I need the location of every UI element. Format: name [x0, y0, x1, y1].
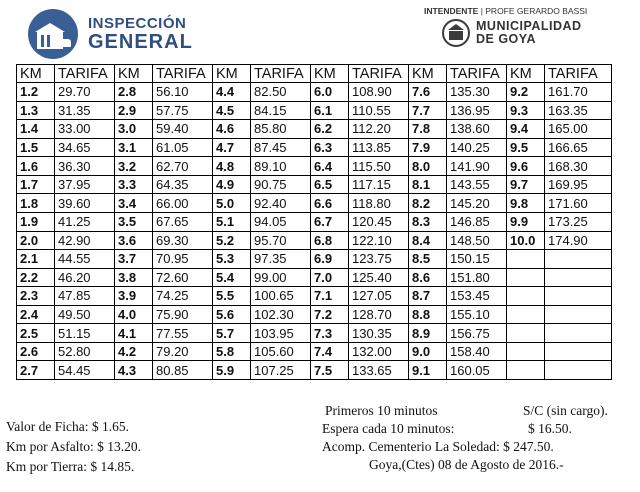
km-cell: 7.1 — [311, 287, 349, 306]
km-cell: 9.5 — [507, 138, 545, 157]
primeros-value: S/C (sin cargo). — [523, 403, 608, 418]
km-cell: 4.2 — [115, 342, 153, 361]
tarifa-cell: 66.00 — [153, 194, 213, 213]
tarifa-cell: 150.15 — [447, 250, 507, 269]
tarifa-cell: 103.95 — [251, 324, 311, 343]
tarifa-cell — [545, 305, 612, 324]
municipalidad-title: MUNICIPALIDAD — [476, 18, 582, 33]
km-cell: 9.6 — [507, 157, 545, 176]
table-row — [17, 175, 612, 194]
intendente-name: PROFE GERARDO BASSI — [485, 6, 588, 16]
km-cell: 1.8 — [17, 194, 55, 213]
km-cell: 2.2 — [17, 268, 55, 287]
acomp-cementerio: Acomp. Cementerio La Soledad: $ 247.50. — [322, 439, 554, 454]
km-cell: 7.0 — [311, 268, 349, 287]
tarifa-header: TARIFA — [447, 65, 507, 83]
tarifa-cell: 155.10 — [447, 305, 507, 324]
table-row — [17, 250, 612, 269]
tarifa-cell: 153.45 — [447, 287, 507, 306]
tarifa-cell: 37.95 — [55, 175, 115, 194]
km-cell: 2.0 — [17, 231, 55, 250]
tarifa-cell: 52.80 — [55, 342, 115, 361]
tarifa-cell: 141.90 — [447, 157, 507, 176]
km-cell: 5.4 — [213, 268, 251, 287]
km-header: KM — [507, 65, 545, 83]
tarifa-cell: 89.10 — [251, 157, 311, 176]
tarifa-cell: 120.45 — [349, 212, 409, 231]
tarifa-cell: 80.85 — [153, 361, 213, 380]
tarifa-cell: 74.25 — [153, 287, 213, 306]
tarifa-cell: 122.10 — [349, 231, 409, 250]
tarifa-cell: 69.30 — [153, 231, 213, 250]
km-cell: 5.3 — [213, 250, 251, 269]
tarifa-cell: 173.25 — [545, 212, 612, 231]
km-cell — [507, 361, 545, 380]
km-cell: 7.2 — [311, 305, 349, 324]
km-cell: 3.9 — [115, 287, 153, 306]
tarifa-cell: 54.45 — [55, 361, 115, 380]
km-cell: 5.2 — [213, 231, 251, 250]
km-cell: 4.4 — [213, 83, 251, 102]
km-cell: 5.9 — [213, 361, 251, 380]
tarifa-cell — [545, 342, 612, 361]
tarifa-cell: 127.05 — [349, 287, 409, 306]
km-cell: 5.0 — [213, 194, 251, 213]
general-title: GENERAL — [88, 31, 193, 53]
table-row — [17, 120, 612, 139]
tarifa-cell: 33.00 — [55, 120, 115, 139]
km-cell: 4.0 — [115, 305, 153, 324]
intendente-label: INTENDENTE — [424, 6, 479, 16]
km-cell: 7.9 — [409, 138, 447, 157]
tarifa-cell — [545, 268, 612, 287]
km-cell: 3.7 — [115, 250, 153, 269]
km-cell — [507, 250, 545, 269]
tarifa-cell: 84.15 — [251, 101, 311, 120]
km-cell: 2.1 — [17, 250, 55, 269]
tarifa-cell: 145.20 — [447, 194, 507, 213]
tarifa-cell: 29.70 — [55, 83, 115, 102]
tarifa-cell: 47.85 — [55, 287, 115, 306]
tarifa-cell: 94.05 — [251, 212, 311, 231]
tarifa-cell: 72.60 — [153, 268, 213, 287]
km-cell: 8.2 — [409, 194, 447, 213]
tarifa-cell: 82.50 — [251, 83, 311, 102]
tarifa-cell: 151.80 — [447, 268, 507, 287]
km-cell: 5.8 — [213, 342, 251, 361]
km-header: KM — [409, 65, 447, 83]
tarifa-cell: 36.30 — [55, 157, 115, 176]
km-cell: 9.0 — [409, 342, 447, 361]
tarifa-cell: 100.65 — [251, 287, 311, 306]
municipalidad-logo — [424, 6, 587, 47]
tarifa-header: TARIFA — [251, 65, 311, 83]
km-cell: 6.7 — [311, 212, 349, 231]
tarifa-header: TARIFA — [349, 65, 409, 83]
km-cell: 7.5 — [311, 361, 349, 380]
tarifa-cell: 156.75 — [447, 324, 507, 343]
km-cell: 9.9 — [507, 212, 545, 231]
tarifa-cell: 90.75 — [251, 175, 311, 194]
tarifa-cell: 132.00 — [349, 342, 409, 361]
km-cell: 6.0 — [311, 83, 349, 102]
tarifa-cell: 174.90 — [545, 231, 612, 250]
km-cell: 1.7 — [17, 175, 55, 194]
km-cell: 2.6 — [17, 342, 55, 361]
tarifa-cell: 77.55 — [153, 324, 213, 343]
tarifa-cell: 143.55 — [447, 175, 507, 194]
km-cell: 8.8 — [409, 305, 447, 324]
km-cell: 9.4 — [507, 120, 545, 139]
inspeccion-title: INSPECCIÓN — [88, 15, 187, 32]
km-cell: 9.2 — [507, 83, 545, 102]
tarifas-table — [16, 64, 612, 380]
km-cell: 4.6 — [213, 120, 251, 139]
km-cell: 4.5 — [213, 101, 251, 120]
km-cell: 4.3 — [115, 361, 153, 380]
tarifa-cell: 125.40 — [349, 268, 409, 287]
km-cell: 3.5 — [115, 212, 153, 231]
table-row — [17, 101, 612, 120]
km-cell: 4.7 — [213, 138, 251, 157]
km-cell: 1.4 — [17, 120, 55, 139]
inspeccion-general-logo — [28, 8, 193, 60]
tarifa-cell: 97.35 — [251, 250, 311, 269]
km-tierra: Km por Tierra: $ 14.85. — [6, 459, 135, 474]
tarifa-cell: 107.25 — [251, 361, 311, 380]
tarifa-cell — [545, 361, 612, 380]
intendente-line: INTENDENTE | PROFE GERARDO BASSI — [424, 6, 588, 16]
km-cell: 3.3 — [115, 175, 153, 194]
table-row — [17, 138, 612, 157]
km-cell: 5.1 — [213, 212, 251, 231]
km-cell: 2.4 — [17, 305, 55, 324]
table-row — [17, 268, 612, 287]
km-cell: 7.6 — [409, 83, 447, 102]
km-cell: 1.9 — [17, 212, 55, 231]
table-row — [17, 324, 612, 343]
tarifa-cell: 112.20 — [349, 120, 409, 139]
tarifa-header: TARIFA — [55, 65, 115, 83]
tarifa-cell — [545, 324, 612, 343]
km-cell: 8.0 — [409, 157, 447, 176]
tarifa-cell: 133.65 — [349, 361, 409, 380]
km-cell: 5.5 — [213, 287, 251, 306]
km-cell: 1.3 — [17, 101, 55, 120]
tarifa-cell: 46.20 — [55, 268, 115, 287]
km-cell: 1.5 — [17, 138, 55, 157]
km-cell: 3.0 — [115, 120, 153, 139]
tarifa-cell — [545, 287, 612, 306]
tarifa-cell: 165.00 — [545, 120, 612, 139]
tarifa-cell: 117.15 — [349, 175, 409, 194]
km-cell — [507, 324, 545, 343]
km-cell: 6.8 — [311, 231, 349, 250]
table-row — [17, 342, 612, 361]
km-cell: 10.0 — [507, 231, 545, 250]
km-cell: 2.7 — [17, 361, 55, 380]
km-cell — [507, 305, 545, 324]
km-cell: 3.2 — [115, 157, 153, 176]
tarifa-cell: 113.85 — [349, 138, 409, 157]
table-row — [17, 305, 612, 324]
espera-label: Espera cada 10 minutos: — [322, 421, 455, 436]
km-cell: 8.6 — [409, 268, 447, 287]
tarifa-cell: 146.85 — [447, 212, 507, 231]
km-cell: 8.4 — [409, 231, 447, 250]
km-header: KM — [213, 65, 251, 83]
km-header: KM — [311, 65, 349, 83]
km-cell: 5.6 — [213, 305, 251, 324]
km-cell: 6.2 — [311, 120, 349, 139]
tarifa-cell: 79.20 — [153, 342, 213, 361]
tarifa-cell: 166.65 — [545, 138, 612, 157]
km-cell: 5.7 — [213, 324, 251, 343]
tarifa-cell — [545, 250, 612, 269]
tarifa-cell: 99.00 — [251, 268, 311, 287]
tarifa-cell: 92.40 — [251, 194, 311, 213]
km-cell: 8.3 — [409, 212, 447, 231]
table-row — [17, 231, 612, 250]
tarifa-cell: 49.50 — [55, 305, 115, 324]
tarifa-cell: 110.55 — [349, 101, 409, 120]
tarifa-cell: 163.35 — [545, 101, 612, 120]
tarifa-cell: 44.55 — [55, 250, 115, 269]
tarifa-cell: 57.75 — [153, 101, 213, 120]
km-cell: 6.9 — [311, 250, 349, 269]
tarifa-cell: 169.95 — [545, 175, 612, 194]
tarifa-header: TARIFA — [153, 65, 213, 83]
tarifa-cell: 70.95 — [153, 250, 213, 269]
tarifa-cell: 136.95 — [447, 101, 507, 120]
tarifa-cell: 128.70 — [349, 305, 409, 324]
tarifa-cell: 51.15 — [55, 324, 115, 343]
km-cell: 4.1 — [115, 324, 153, 343]
km-cell: 2.5 — [17, 324, 55, 343]
km-cell: 3.4 — [115, 194, 153, 213]
km-cell: 7.8 — [409, 120, 447, 139]
tarifa-cell: 118.80 — [349, 194, 409, 213]
tarifa-cell: 59.40 — [153, 120, 213, 139]
tarifa-cell: 102.30 — [251, 305, 311, 324]
primeros-label: Primeros 10 minutos — [325, 403, 438, 418]
km-cell: 8.9 — [409, 324, 447, 343]
espera-value: $ 16.50. — [528, 421, 572, 436]
km-cell: 6.3 — [311, 138, 349, 157]
tarifa-cell: 31.35 — [55, 101, 115, 120]
tarifa-cell: 140.25 — [447, 138, 507, 157]
km-cell: 3.1 — [115, 138, 153, 157]
km-header: KM — [17, 65, 55, 83]
km-cell: 3.8 — [115, 268, 153, 287]
tarifa-cell: 160.05 — [447, 361, 507, 380]
tarifa-cell: 85.80 — [251, 120, 311, 139]
km-cell: 6.1 — [311, 101, 349, 120]
fecha: Goya,(Ctes) 08 de Agosto de 2016.- — [369, 457, 564, 472]
km-cell: 9.7 — [507, 175, 545, 194]
tarifa-cell: 105.60 — [251, 342, 311, 361]
tarifa-cell: 67.65 — [153, 212, 213, 231]
tarifa-cell: 138.60 — [447, 120, 507, 139]
km-cell: 2.9 — [115, 101, 153, 120]
table-row — [17, 194, 612, 213]
km-cell: 4.9 — [213, 175, 251, 194]
tarifa-cell: 39.60 — [55, 194, 115, 213]
tarifa-cell: 171.60 — [545, 194, 612, 213]
table-row — [17, 287, 612, 306]
tarifa-cell: 61.05 — [153, 138, 213, 157]
valor-ficha: Valor de Ficha: $ 1.65. — [6, 419, 129, 434]
tarifa-cell: 64.35 — [153, 175, 213, 194]
table-row — [17, 83, 612, 102]
km-cell: 8.5 — [409, 250, 447, 269]
tarifa-cell: 108.90 — [349, 83, 409, 102]
de-goya-title: DE GOYA — [476, 32, 537, 46]
tarifa-cell: 135.30 — [447, 83, 507, 102]
km-cell: 2.8 — [115, 83, 153, 102]
tarifa-header: TARIFA — [545, 65, 612, 83]
km-cell — [507, 287, 545, 306]
municipal-building-icon — [442, 19, 470, 47]
km-cell: 1.6 — [17, 157, 55, 176]
tarifa-cell: 62.70 — [153, 157, 213, 176]
table-row — [17, 361, 612, 380]
table-header-row — [17, 65, 612, 83]
tarifa-cell: 130.35 — [349, 324, 409, 343]
tarifa-cell: 56.10 — [153, 83, 213, 102]
tarifa-cell: 34.65 — [55, 138, 115, 157]
km-cell: 9.1 — [409, 361, 447, 380]
tarifa-cell: 75.90 — [153, 305, 213, 324]
km-cell: 6.5 — [311, 175, 349, 194]
tarifa-cell: 158.40 — [447, 342, 507, 361]
tarifa-cell: 168.30 — [545, 157, 612, 176]
tarifa-cell: 41.25 — [55, 212, 115, 231]
tarifa-cell: 115.50 — [349, 157, 409, 176]
table-row — [17, 157, 612, 176]
km-cell: 7.4 — [311, 342, 349, 361]
tarifa-cell: 95.70 — [251, 231, 311, 250]
tarifa-cell: 148.50 — [447, 231, 507, 250]
tarifa-cell: 161.70 — [545, 83, 612, 102]
km-asfalto: Km por Asfalto: $ 13.20. — [6, 439, 141, 454]
km-cell: 7.3 — [311, 324, 349, 343]
tarifa-cell: 42.90 — [55, 231, 115, 250]
tarifa-cell: 123.75 — [349, 250, 409, 269]
km-cell: 8.7 — [409, 287, 447, 306]
km-cell — [507, 342, 545, 361]
km-cell — [507, 268, 545, 287]
km-cell: 7.7 — [409, 101, 447, 120]
km-cell: 3.6 — [115, 231, 153, 250]
km-header: KM — [115, 65, 153, 83]
km-cell: 1.2 — [17, 83, 55, 102]
building-car-icon — [28, 9, 78, 59]
km-cell: 4.8 — [213, 157, 251, 176]
km-cell: 2.3 — [17, 287, 55, 306]
km-cell: 9.3 — [507, 101, 545, 120]
km-cell: 6.4 — [311, 157, 349, 176]
km-cell: 8.1 — [409, 175, 447, 194]
km-cell: 6.6 — [311, 194, 349, 213]
table-row — [17, 212, 612, 231]
tarifa-cell: 87.45 — [251, 138, 311, 157]
km-cell: 9.8 — [507, 194, 545, 213]
